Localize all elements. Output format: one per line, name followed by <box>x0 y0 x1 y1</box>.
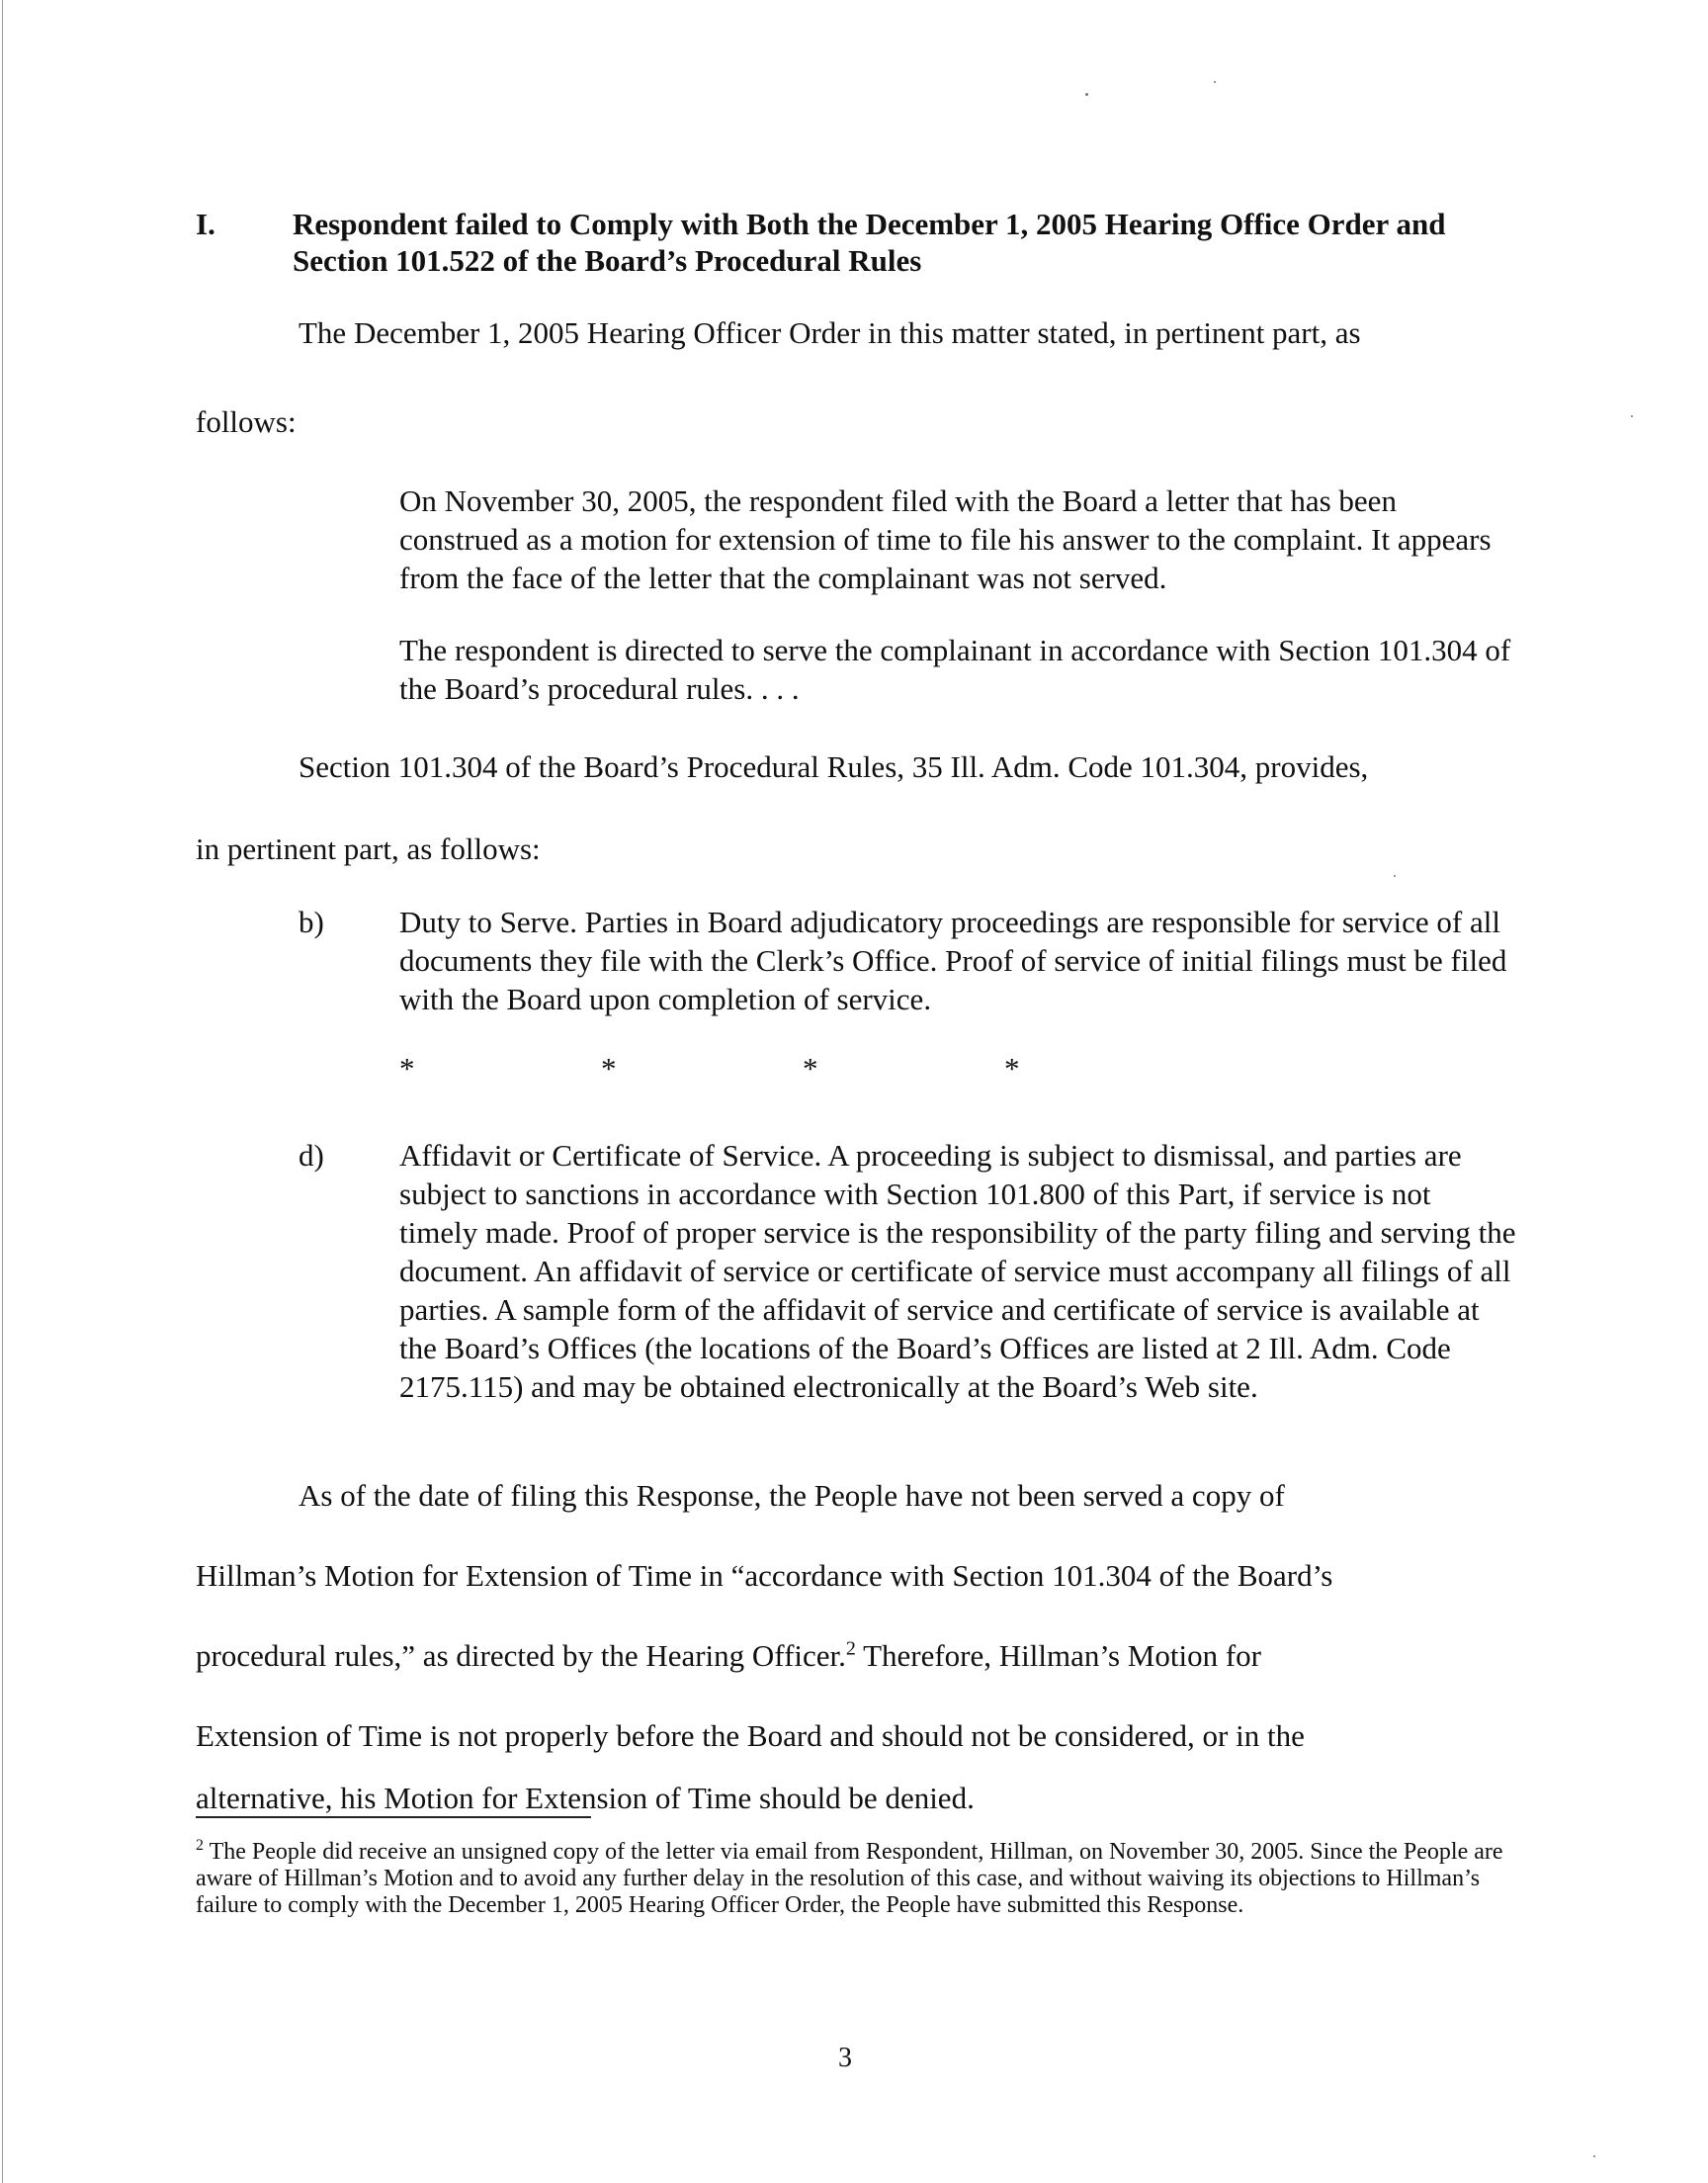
rule-marker: b) <box>299 905 324 939</box>
section-title: Respondent failed to Comply with Both the December 1, 2005 Hearing Office Order and Section 101.522 of the Board’s Procedural Rules <box>293 207 1446 278</box>
section-paragraph-line: Section 101.304 of the Board’s Procedural Rules, 35 Ill. Adm. Code 101.304, provides, <box>299 749 1369 784</box>
footnote-reference: 2 <box>845 1637 856 1660</box>
scan-edge-line <box>2 0 3 2183</box>
page-number: 3 <box>838 2043 852 2073</box>
order-quote-paragraph-1: On November 30, 2005, the respondent filed with the Board a letter that has been construed as a motion for extension of time to file his answer to the complaint. It appears from the face of the letter that the complainant was not served. <box>399 483 1492 595</box>
section-paragraph-continuation: in pertinent part, as follows: <box>196 831 541 866</box>
footnote <box>196 1839 1520 1919</box>
footnote-divider <box>196 1816 591 1818</box>
scan-speck <box>1214 81 1216 83</box>
rule-marker: d) <box>299 1138 324 1173</box>
conclusion-line-1: As of the date of filing this Response, the People have not been served a copy of <box>299 1478 1285 1513</box>
scan-speck <box>1085 93 1088 96</box>
ellipsis-star: * <box>803 1051 818 1086</box>
section-number: I. <box>196 207 215 241</box>
conclusion-line-2: Hillman’s Motion for Extension of Time in “accordance with Section 101.304 of the Board’s <box>196 1558 1333 1593</box>
ellipsis-star: * <box>399 1051 415 1086</box>
rule-text: Affidavit or Certificate of Service. A proceeding is subject to dismissal, and parties are subject to sanctions in accordance with Section 101.800 of this Part, if service is not timely made. Proof of proper service is the responsibility of the party filing and serving the document. An affidavit of service or certificate of service must accompany all filings of all parties. A sample form of the affidavit of service and certificate of service is available at the Board’s Offices (the locations of the Board’s Offices are listed at 2 Ill. Adm. Code 2175.115) and may be obtained electronically at the Board’s Web site. <box>399 1138 1516 1404</box>
order-quote-paragraph-2: The respondent is directed to serve the complainant in accordance with Section 101.304 of the Board’s procedural rules. . . . <box>399 633 1511 706</box>
footnote-text: The People did receive an unsigned copy of the letter via email from Respondent, Hillman, on November 30, 2005. Since the People are aware of Hillman’s Motion and to avoid any further delay in the resolution of this case, and without waiving its objections to Hillman’s failure to comply with the December 1, 2005 Hearing Officer Order, the People have submitted this Response. <box>196 1839 1503 1918</box>
conclusion-line-3: procedural rules,” as directed by the Hearing Officer.$^2$ Therefore, Hillman’s Motion for <box>196 1637 1261 1673</box>
conclusion-line-4: Extension of Time is not properly before the Board and should not be considered, or in the <box>196 1718 1305 1753</box>
rule-text: Duty to Serve. Parties in Board adjudicatory proceedings are responsible for service of all documents they file with the Clerk’s Office. Proof of service of initial filings must be filed with the Board upon completion of service. <box>399 905 1507 1016</box>
ellipsis-star: * <box>601 1051 617 1086</box>
scan-speck <box>1631 415 1633 417</box>
conclusion-line-5: alternative, his Motion for Extension of Time should be denied. <box>196 1781 975 1815</box>
scan-speck <box>1593 2155 1595 2157</box>
footnote-number: 2 <box>196 1837 204 1854</box>
ellipsis-star: * <box>1004 1051 1020 1086</box>
intro-paragraph-continuation: follows: <box>196 404 297 439</box>
scan-speck <box>1394 875 1396 877</box>
intro-paragraph-line: The December 1, 2005 Hearing Officer Order in this matter stated, in pertinent part, as <box>299 315 1361 350</box>
